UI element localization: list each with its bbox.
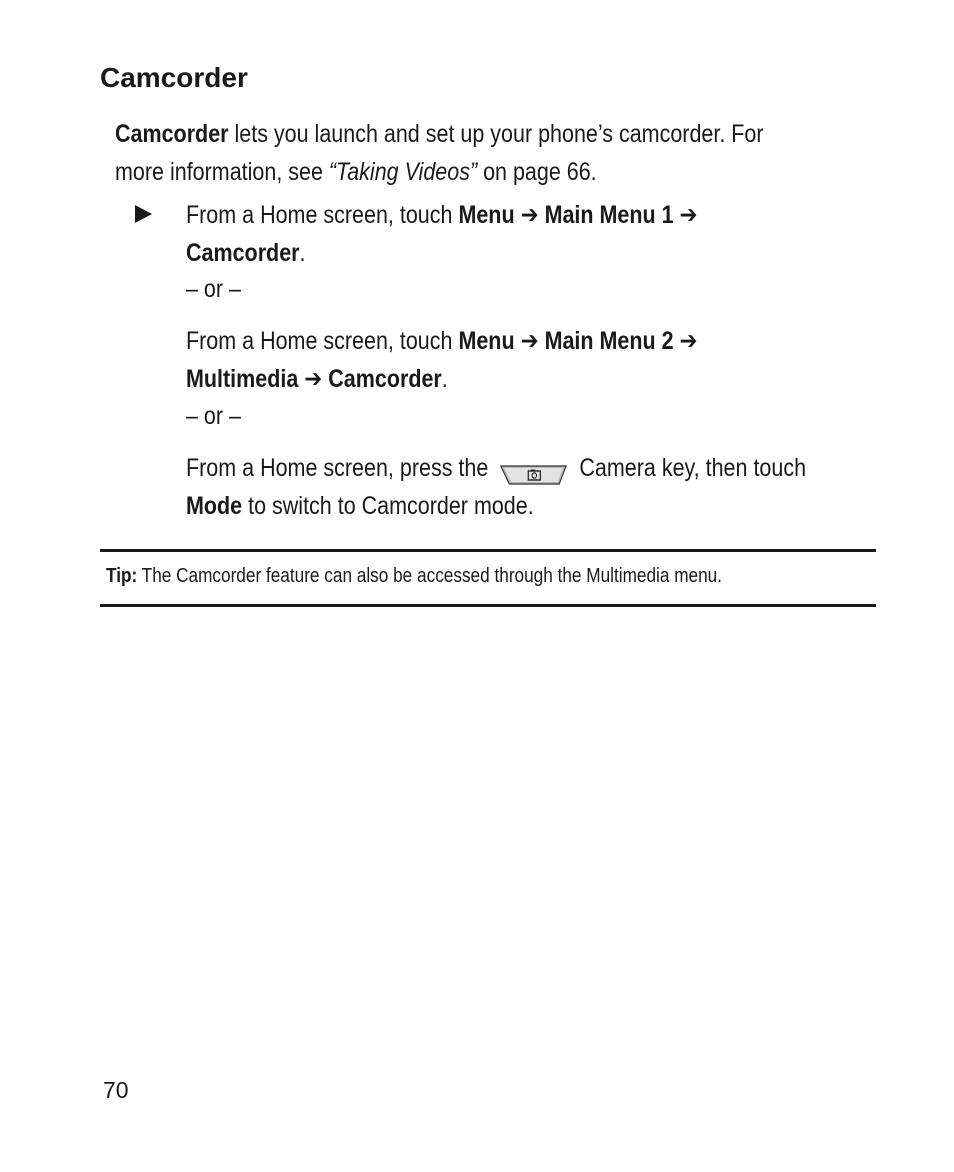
step2-arrow-3: ➔: [304, 365, 323, 393]
step-3: [186, 449, 874, 525]
step1-arrow-2: ➔: [679, 201, 698, 229]
step1-main-menu: Main Menu 1: [544, 201, 674, 229]
step2-arrow-2: ➔: [679, 327, 698, 355]
step2-main-menu: Main Menu 2: [544, 327, 674, 355]
step-2: [186, 322, 874, 398]
step3-mode: Mode: [186, 492, 243, 520]
step3-after-key: Camera key, then touch: [573, 454, 807, 482]
bullet-arrow-icon: [135, 205, 152, 223]
tip-text: The Camcorder feature can also be accessed through the Multimedia menu.: [137, 565, 723, 587]
step1-arrow-1: ➔: [520, 201, 539, 229]
step2-item: Camcorder: [328, 365, 442, 393]
step1-menu: Menu: [458, 201, 515, 229]
step2-prefix: From a Home screen, touch: [186, 327, 459, 355]
step1-item: Camcorder: [186, 239, 300, 267]
step2-sub: Multimedia: [186, 365, 299, 393]
intro-term: Camcorder: [115, 120, 229, 148]
or-separator-2: – or –: [186, 402, 241, 430]
step3-end: to switch to Camcorder mode.: [242, 492, 534, 520]
step-1: [186, 196, 874, 272]
tip-top-rule: [100, 549, 876, 552]
camera-key-icon: [499, 459, 568, 479]
intro-paragraph: [115, 115, 786, 191]
tip-note: [106, 565, 871, 588]
tip-label: Tip:: [106, 565, 138, 587]
step2-end: .: [441, 365, 448, 393]
step1-end: .: [299, 239, 306, 267]
page-number: 70: [103, 1077, 129, 1103]
step3-prefix: From a Home screen, press the: [186, 454, 495, 482]
intro-text-1: lets you launch and set up your phone’s camcorder. For more information, see: [115, 120, 764, 186]
cross-reference-link[interactable]: “Taking Videos”: [328, 158, 478, 186]
step2-menu: Menu: [458, 327, 515, 355]
intro-text-2: on page 66.: [477, 158, 597, 186]
or-separator-1: – or –: [186, 275, 241, 303]
section-heading: Camcorder: [100, 62, 248, 93]
step1-prefix: From a Home screen, touch: [186, 201, 459, 229]
tip-bottom-rule: [100, 604, 876, 607]
step2-arrow-1: ➔: [520, 327, 539, 355]
